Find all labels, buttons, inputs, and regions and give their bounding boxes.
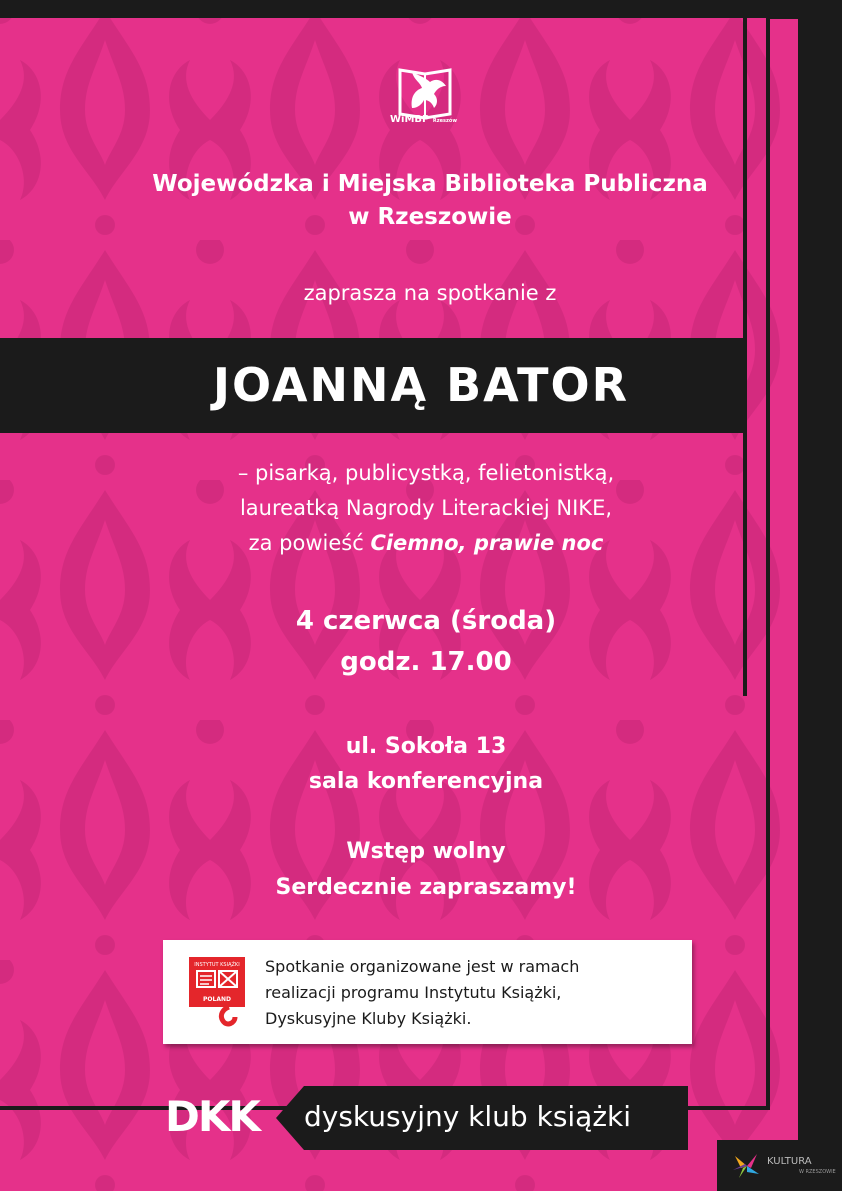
desc-line-1: – pisarką, publicystką, felietonistką,	[237, 461, 615, 485]
instytut-ksiazki-logo	[189, 957, 245, 1029]
event-entry	[10, 834, 842, 906]
program-info-text	[265, 954, 685, 1032]
organizer	[30, 168, 830, 234]
ik-logo-bottom-text: POLAND	[203, 996, 231, 1003]
program-info-box	[163, 940, 692, 1044]
entry-free: Wstęp wolny	[346, 839, 506, 864]
event-date: 4 czerwca (środa)	[295, 606, 557, 636]
info-line-1: Spotkanie organizowane jest w ramach	[265, 957, 580, 976]
info-line-2: realizacji programu Instytutu Książki,	[265, 983, 562, 1002]
library-logo-text: WiMBP Rzeszów	[390, 114, 457, 125]
organizer-line-2: w Rzeszowie	[348, 204, 512, 230]
dkk-label-text: dyskusyjny klub książki	[304, 1100, 632, 1133]
desc-line-3	[10, 526, 842, 561]
book-title: Ciemno, prawie noc	[370, 531, 604, 555]
kultura-sub: W RZESZOWIE	[799, 1169, 836, 1175]
desc-line-3-prefix: za powieść	[248, 531, 371, 555]
guest-description	[10, 456, 842, 561]
top-bar	[0, 0, 800, 18]
kultura-logo	[717, 1140, 842, 1191]
event-time: godz. 17.00	[340, 647, 512, 677]
guest-name: JOANNĄ BATOR	[212, 358, 630, 412]
event-date-time	[10, 601, 842, 683]
event-room: sala konferencyjna	[308, 769, 544, 794]
dkk-logo: DKK	[165, 1092, 259, 1141]
event-address: ul. Sokoła 13	[345, 734, 507, 759]
closing-invite: Serdecznie zapraszamy!	[275, 875, 577, 900]
info-line-3: Dyskusyjne Kluby Książki.	[265, 1009, 472, 1028]
frame-line-right	[766, 18, 798, 19]
event-place	[10, 729, 842, 799]
kultura-name: KULTURA	[767, 1156, 812, 1167]
kultura-mark-icon	[731, 1150, 763, 1182]
desc-line-2: laureatką Nagrody Literackiej NIKE,	[239, 496, 613, 520]
ik-logo-top-text: INSTYTUT KSIĄŻKI	[194, 962, 240, 968]
organizer-line-1: Wojewódzka i Miejska Biblioteka Publiczna	[152, 171, 708, 197]
invite-text: zaprasza na spotkanie z	[303, 281, 557, 305]
